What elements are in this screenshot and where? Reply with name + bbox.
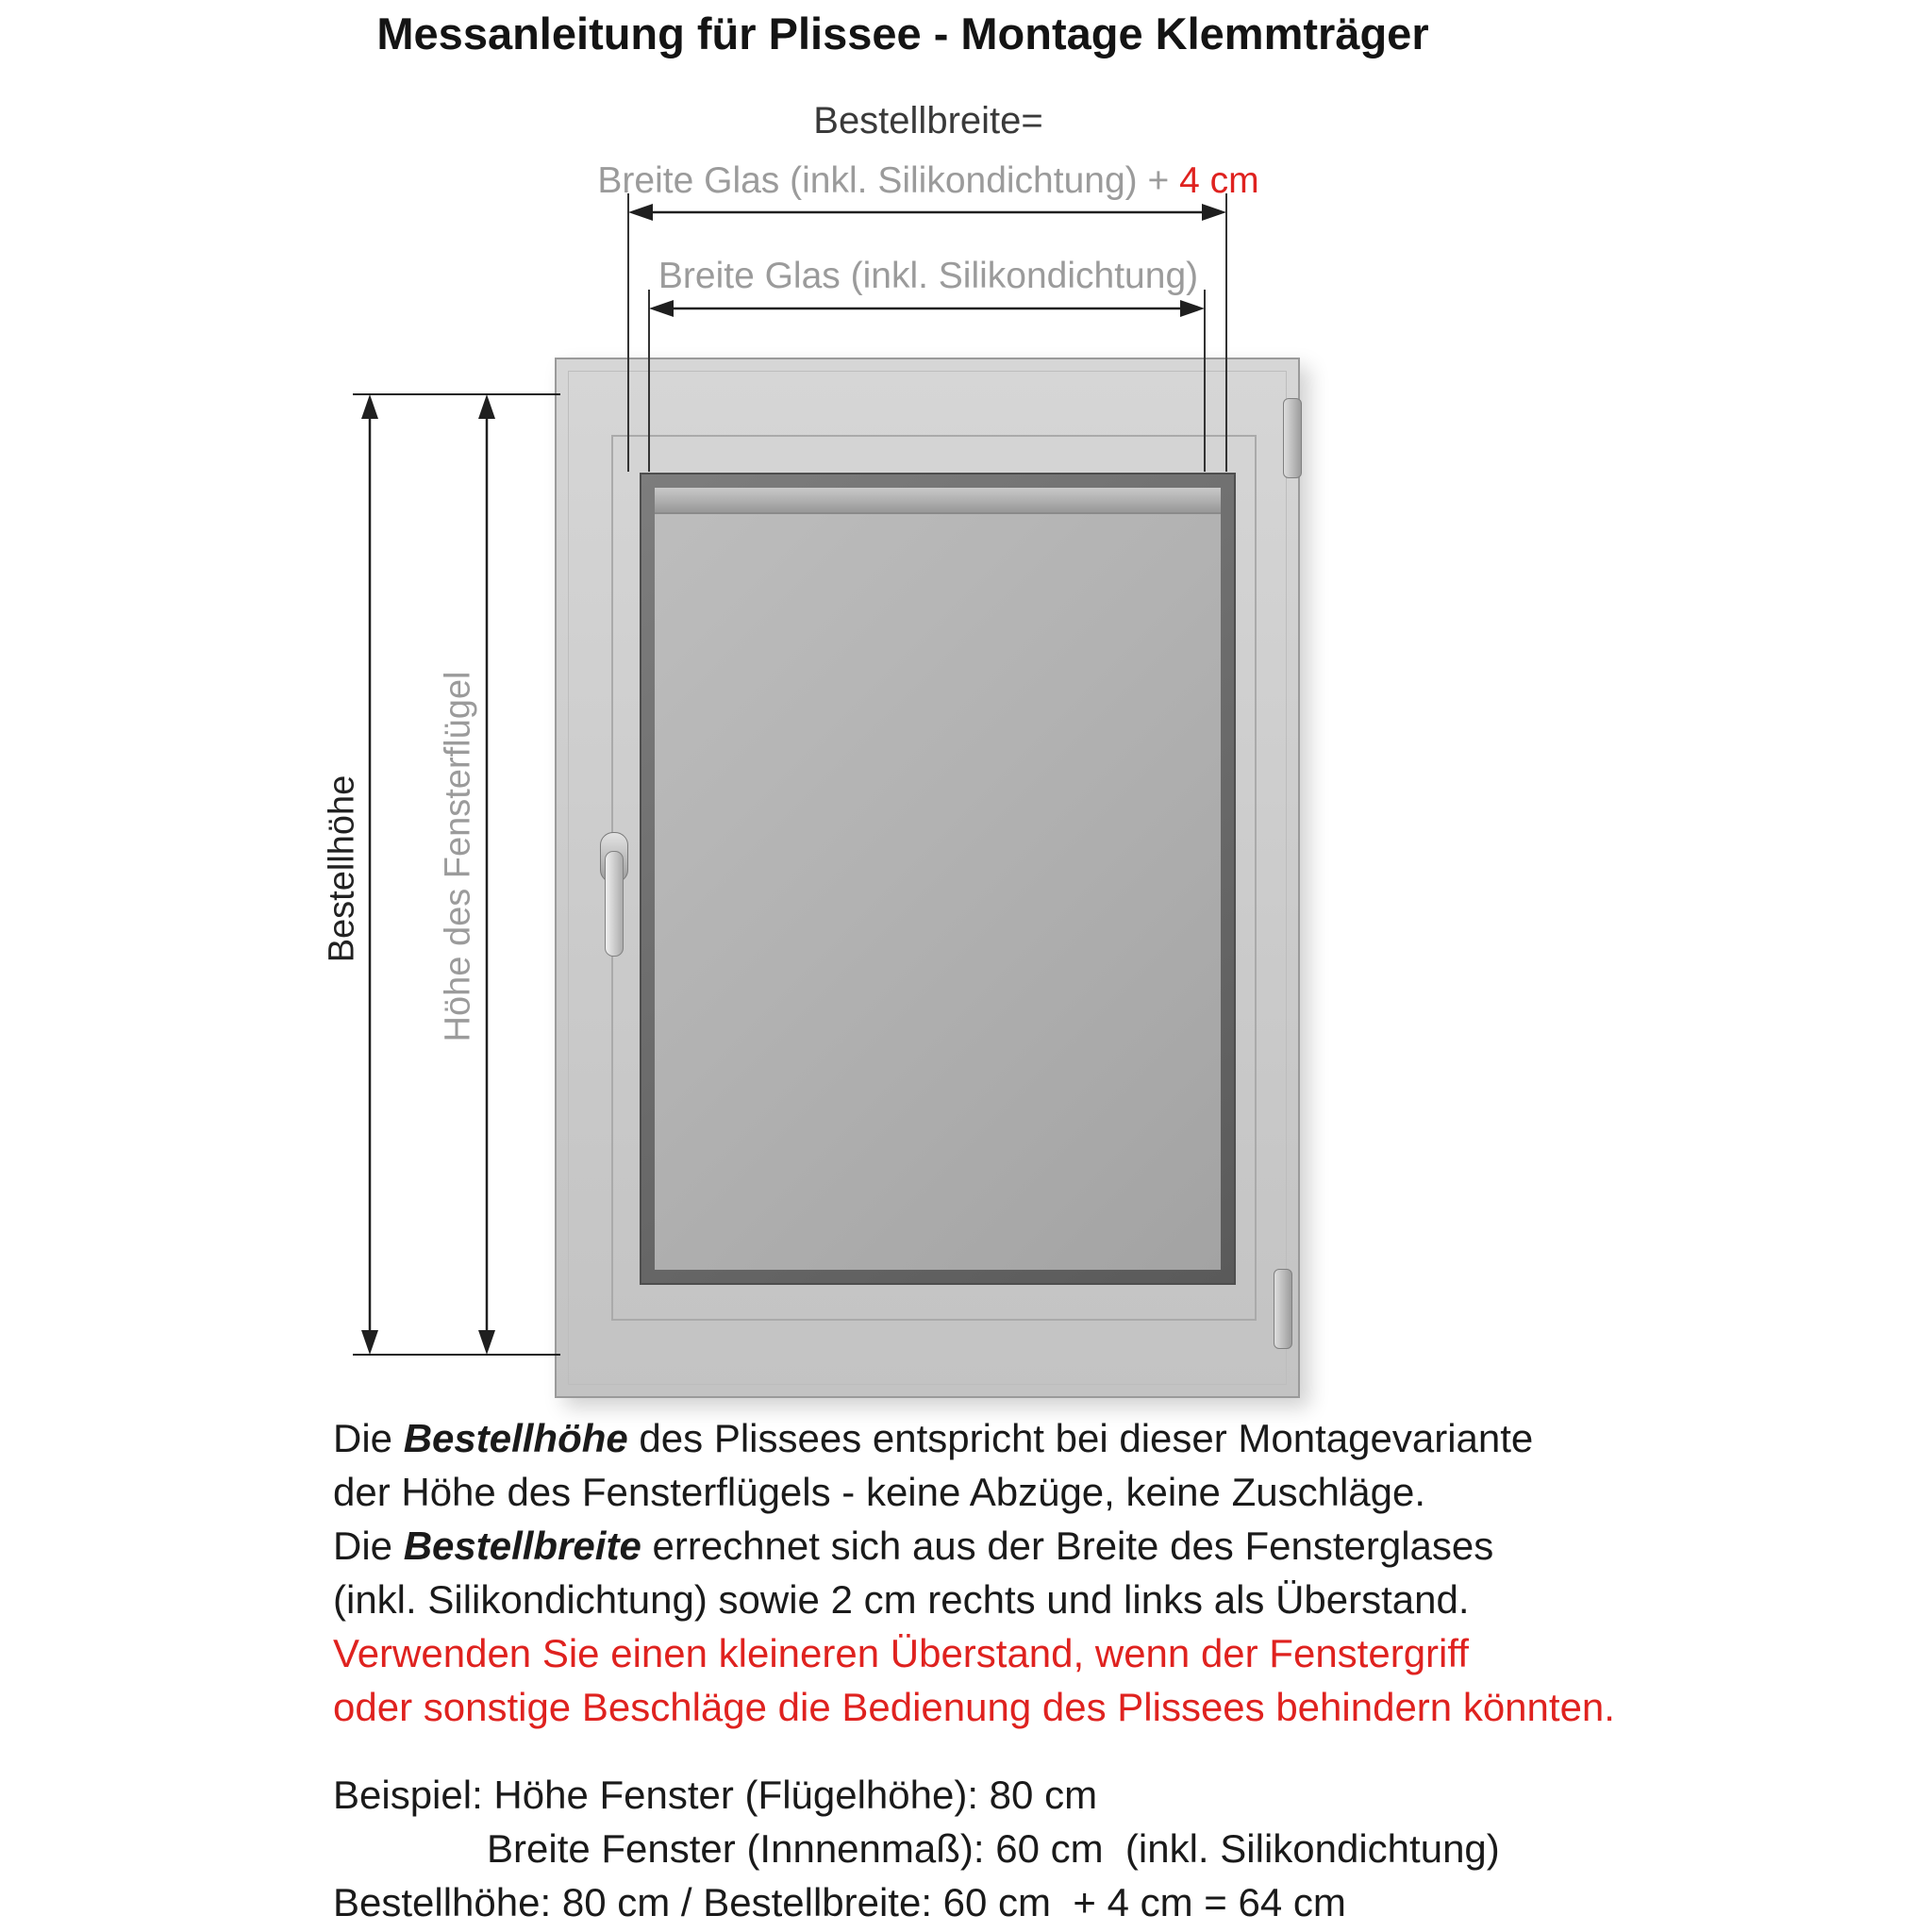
description-text: errechnet sich aus der Breite des Fensterglases: [641, 1524, 1494, 1568]
example-line-1: Beispiel: Höhe Fenster (Flügelhöhe): 80 cm: [333, 1773, 1098, 1817]
order-height-label: Bestellhöhe: [322, 774, 362, 963]
sash-height-label: Höhe des Fensterflügel: [438, 671, 478, 1042]
description-text: Die: [333, 1416, 404, 1460]
description-line-3: [333, 1519, 1615, 1573]
window-handle: [605, 851, 624, 957]
warning-line-1: Verwenden Sie einen kleineren Überstand, wenn der Fenstergriff: [333, 1631, 1469, 1675]
example-line-3: Bestellhöhe: 80 cm / Bestellbreite: 60 cm + 4 cm = 64 cm: [333, 1880, 1346, 1924]
hinge-bottom-icon: [1274, 1269, 1292, 1349]
height-dimension-order: [361, 394, 378, 1355]
page-title: Messanleitung für Plissee - Montage Klemmträger: [376, 8, 1429, 58]
order-width-label: Bestellbreite=: [813, 100, 1043, 142]
glass-width-plus-prefix: Breite Glas (inkl. Silikondichtung) +: [597, 160, 1180, 201]
glazing-bead: [640, 473, 1236, 1285]
description-line-1: [333, 1411, 1615, 1465]
example-block: [333, 1768, 1500, 1929]
description-text: Die: [333, 1524, 404, 1568]
example-line-2: Breite Fenster (Innnenmaß): 60 cm (inkl. Silikondichtung): [487, 1826, 1500, 1871]
plissee-top-rail: [655, 488, 1221, 514]
description-emphasis: Bestellhöhe: [403, 1416, 628, 1460]
description-emphasis: Bestellbreite: [403, 1524, 641, 1568]
glass-width-label: Breite Glas (inkl. Silikondichtung): [658, 256, 1199, 296]
warning-line-2: oder sonstige Beschläge die Bedienung des Plissees behindern könnten.: [333, 1685, 1615, 1729]
window-glass: [655, 488, 1221, 1270]
description-line-4: (inkl. Silikondichtung) sowie 2 cm rechts und links als Überstand.: [333, 1577, 1470, 1622]
glass-width-plus-highlight: 4 cm: [1179, 160, 1259, 201]
description-text: des Plissees entspricht bei dieser Montagevariante: [627, 1416, 1534, 1460]
height-dimension-sash: [478, 394, 495, 1355]
window-frame: [555, 358, 1300, 1398]
description-paragraph: [333, 1411, 1615, 1734]
glass-width-plus-label: [597, 160, 1258, 202]
description-line-2: der Höhe des Fensterflügels - keine Abzüge, keine Zuschläge.: [333, 1470, 1426, 1514]
hinge-top-icon: [1283, 398, 1302, 478]
